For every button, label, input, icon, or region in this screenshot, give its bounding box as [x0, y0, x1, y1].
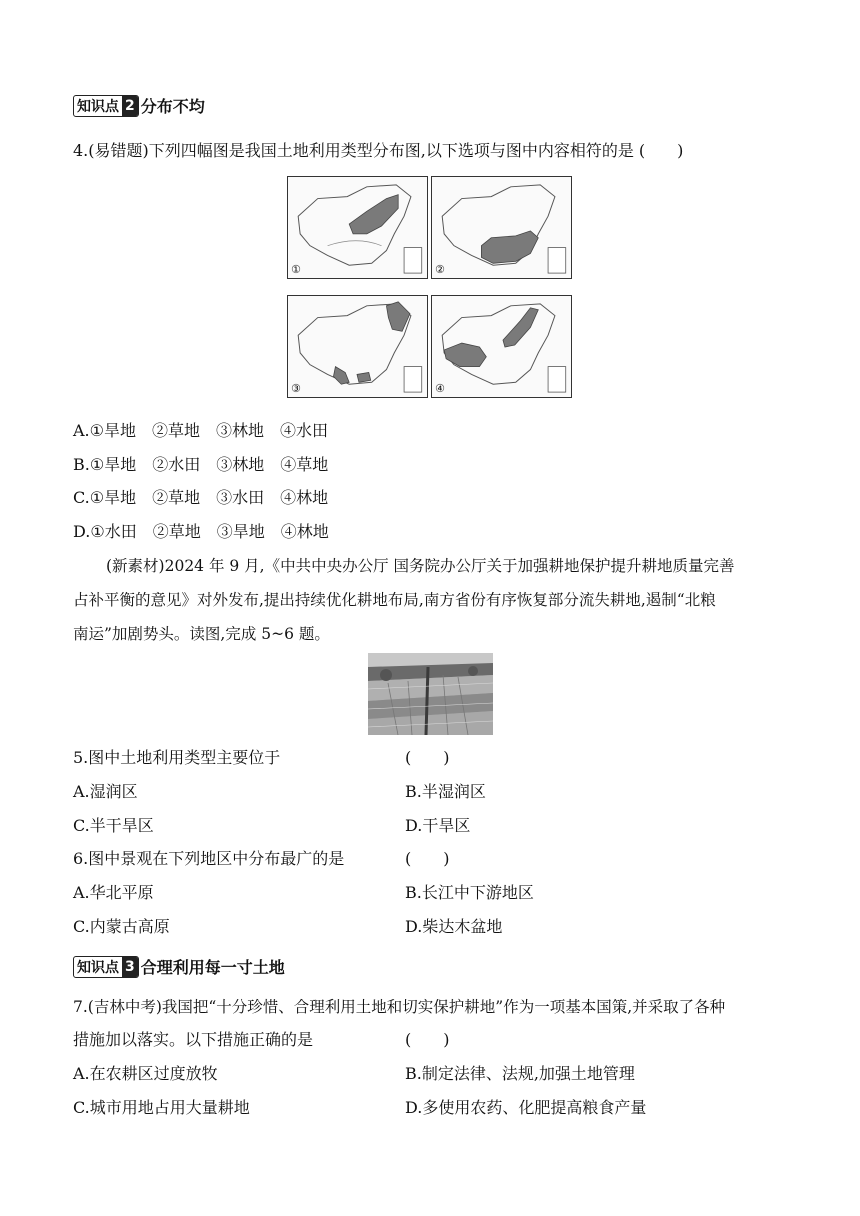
map-2: ②: [431, 176, 572, 279]
question-7-stem-line-1: 7.(吉林中考)我国把“十分珍惜、合理利用土地和切实保护耕地”作为一项基本国策,并采取了各种: [73, 998, 726, 1016]
terraced-field-image: [368, 653, 493, 735]
material-line-2: 占补平衡的意见》对外发布,提出持续优化耕地布局,南方省份有序恢复部分流失耕地,遏制“北粮: [73, 591, 716, 609]
q6-option-c[interactable]: C.内蒙古高原: [73, 917, 170, 936]
question-7-stem-line-2: 措施加以落实。以下措施正确的是: [73, 1030, 314, 1049]
q4-option-d[interactable]: D.①水田 ②草地 ③旱地 ④林地: [73, 522, 329, 541]
section-title: 分布不均: [140, 97, 205, 116]
q5-option-a[interactable]: A.湿润区: [73, 782, 138, 801]
material-line-1: (新素材)2024 年 9 月,《中共中央办公厅 国务院办公厅关于加强耕地保护提升耕地质量完善: [106, 557, 735, 575]
knowledge-badge: 知识点 3: [73, 956, 139, 978]
question-6-answer-blank[interactable]: ( ): [405, 849, 450, 868]
material-line-3: 南运”加剧势头。读图,完成 5~6 题。: [73, 625, 330, 643]
question-6-stem: 6.图中景观在下列地区中分布最广的是: [73, 849, 345, 868]
knowledge-badge: 知识点 2: [73, 95, 139, 117]
q7-option-b[interactable]: B.制定法律、法规,加强土地管理: [405, 1064, 635, 1083]
q5-option-b[interactable]: B.半湿润区: [405, 782, 486, 801]
q4-option-c[interactable]: C.①旱地 ②草地 ③水田 ④林地: [73, 488, 329, 507]
china-map-3-image: [288, 296, 427, 397]
china-map-1-image: [288, 177, 427, 278]
q4-option-a[interactable]: A.①旱地 ②草地 ③林地 ④水田: [73, 421, 328, 440]
q6-option-b[interactable]: B.长江中下游地区: [405, 883, 534, 902]
question-5-answer-blank[interactable]: ( ): [405, 748, 450, 767]
question-5-stem: 5.图中土地利用类型主要位于: [73, 748, 281, 767]
q7-option-a[interactable]: A.在农耕区过度放牧: [73, 1064, 218, 1083]
q7-option-c[interactable]: C.城市用地占用大量耕地: [73, 1098, 250, 1117]
china-map-4-image: [432, 296, 571, 397]
q6-option-a[interactable]: A.华北平原: [73, 883, 154, 902]
q4-option-b[interactable]: B.①旱地 ②水田 ③林地 ④草地: [73, 455, 329, 474]
section-heading-2: [73, 94, 205, 117]
map-3: ③: [287, 295, 428, 398]
q7-option-d[interactable]: D.多使用农药、化肥提高粮食产量: [405, 1098, 647, 1117]
china-map-2-image: [432, 177, 571, 278]
question-7-answer-blank[interactable]: ( ): [405, 1030, 450, 1049]
q5-option-c[interactable]: C.半干旱区: [73, 816, 154, 835]
question-4-stem: 4.(易错题)下列四幅图是我国土地利用类型分布图,以下选项与图中内容相符的是 ( ): [73, 141, 684, 160]
q5-option-d[interactable]: D.干旱区: [405, 816, 471, 835]
q6-option-d[interactable]: D.柴达木盆地: [405, 917, 503, 936]
farmland-photo: [368, 653, 493, 735]
map-1: ①: [287, 176, 428, 279]
section-title: 合理利用每一寸土地: [140, 958, 285, 977]
map-4: ④: [431, 295, 572, 398]
section-heading-3: [73, 955, 285, 978]
